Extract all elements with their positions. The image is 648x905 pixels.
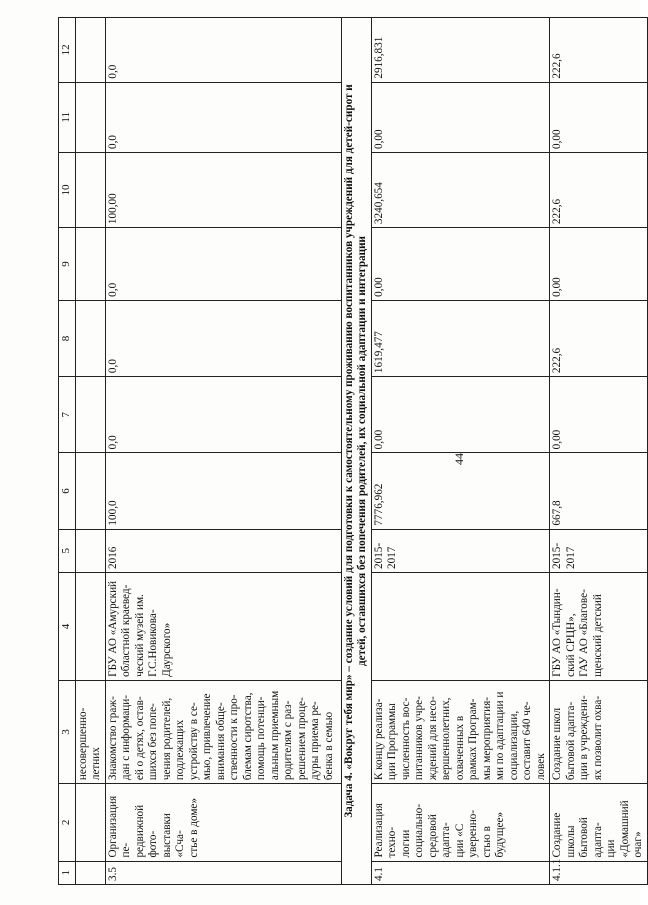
- table-cell: 100,00: [105, 153, 341, 228]
- table-cell: 2916,831: [371, 18, 550, 83]
- col-header: 2: [59, 784, 76, 861]
- col-header: 6: [59, 453, 76, 529]
- table-cell: 0,00: [371, 82, 550, 152]
- column-number-header: [59, 18, 76, 885]
- table-cell: Организация пе- редвижной фото- выставки «Сча- стье в доме»: [105, 784, 341, 861]
- table-cell: 222,6: [550, 153, 648, 228]
- col-header: 1: [59, 861, 76, 884]
- table-cell: 3.5: [105, 861, 341, 884]
- page-number: 44: [452, 453, 466, 465]
- table-cell: 222,6: [550, 300, 648, 376]
- table-cell: 0,0: [105, 228, 341, 301]
- table-cell: 1619,477: [371, 300, 550, 376]
- table-cell: 2016: [105, 529, 341, 572]
- table-row: [550, 18, 648, 885]
- table-cell: Знакомство граж- дан с информаци- ей о детях, остав- шихся без попе- чения родителей, подлежащих устройству в се- мью, привлечение внимания обще- ственности к про- блемам сиротства, помощь потенци- альным приемным родителям с раз- решением проце- дуры приема ре- бенка в семью: [105, 680, 341, 783]
- table-cell: 0,00: [371, 377, 550, 453]
- table-cell: [75, 18, 105, 83]
- table-cell: [75, 300, 105, 376]
- table-cell: Реализация техно- логии социально- средовой адапта- ции «С уверенно- стью в будущее»: [371, 784, 550, 861]
- col-header: 11: [59, 82, 76, 152]
- col-header: 3: [59, 680, 76, 783]
- table-cell: 0,00: [550, 377, 648, 453]
- table-cell: [75, 529, 105, 572]
- table-row: [105, 18, 341, 885]
- table-cell: 0,00: [550, 228, 648, 301]
- table-cell: ГБУ АО «Амурский областной краевед- ческий музей им. Г.С.Новикова- Даурского»: [105, 572, 341, 680]
- table-cell: 0,00: [550, 82, 648, 152]
- table-cell: [75, 82, 105, 152]
- table-cell: 0,0: [105, 82, 341, 152]
- table-cell: 0,0: [105, 377, 341, 453]
- col-header: 9: [59, 228, 76, 301]
- col-header: 4: [59, 572, 76, 680]
- table-cell: [75, 377, 105, 453]
- col-header: 7: [59, 377, 76, 453]
- table-cell: [371, 572, 550, 680]
- table-cell: 0,00: [371, 228, 550, 301]
- table-cell: 3240,654: [371, 153, 550, 228]
- table-cell: [75, 861, 105, 884]
- table-cell: [75, 153, 105, 228]
- table-cell: ГБУ АО «Тындин- ский СРЦН», ГАУ АО «Благове- щенский детский: [550, 572, 648, 680]
- table-cell: [75, 572, 105, 680]
- col-header: 12: [59, 18, 76, 83]
- table-cell: 2015- 2017: [550, 529, 648, 572]
- table-cell: Создание школы бытовой адапта- ции «Домашний очаг»: [550, 784, 648, 861]
- table-cell: Создание школ бытовой адапта- ции в учреждени- ях позволит охва-: [550, 680, 648, 783]
- table-cell: 0,0: [105, 300, 341, 376]
- table-cell: 7776,962: [371, 453, 550, 529]
- table-cell: [75, 784, 105, 861]
- table-cell: [75, 228, 105, 301]
- table-cell: 4.1.1: [550, 861, 648, 884]
- table-cell: 2015- 2017: [371, 529, 550, 572]
- task-heading-row: [341, 18, 371, 885]
- table-row: [75, 18, 105, 885]
- table-cell: К концу реализа- ции Программы численность вос- питанников учре- ждений для несо- вершеннолетних, охваченных в рамках Програм- мы мероприятия- ми по адаптации и социализации, составит 640 че- ловек: [371, 680, 550, 783]
- table-cell: [75, 453, 105, 529]
- table-cell: 667,8: [550, 453, 648, 529]
- table-cell: 0,0: [105, 18, 341, 83]
- col-header: 8: [59, 300, 76, 376]
- task-heading: Задача 4. «Вокруг тебя мир» – создание условий для подготовки к самостоятельному проживанию воспитанников учреждений для детей-сирот и детей, оставшихся без попечения родителей, их социальной адаптации и интеграции: [341, 18, 371, 885]
- table-row: [371, 18, 550, 885]
- program-table: [58, 17, 648, 885]
- table-cell: несовершенно- летних: [75, 680, 105, 783]
- col-header: 10: [59, 153, 76, 228]
- table-cell: 222,6: [550, 18, 648, 83]
- table-cell: 4.1: [371, 861, 550, 884]
- col-header: 5: [59, 529, 76, 572]
- table-cell: 100,0: [105, 453, 341, 529]
